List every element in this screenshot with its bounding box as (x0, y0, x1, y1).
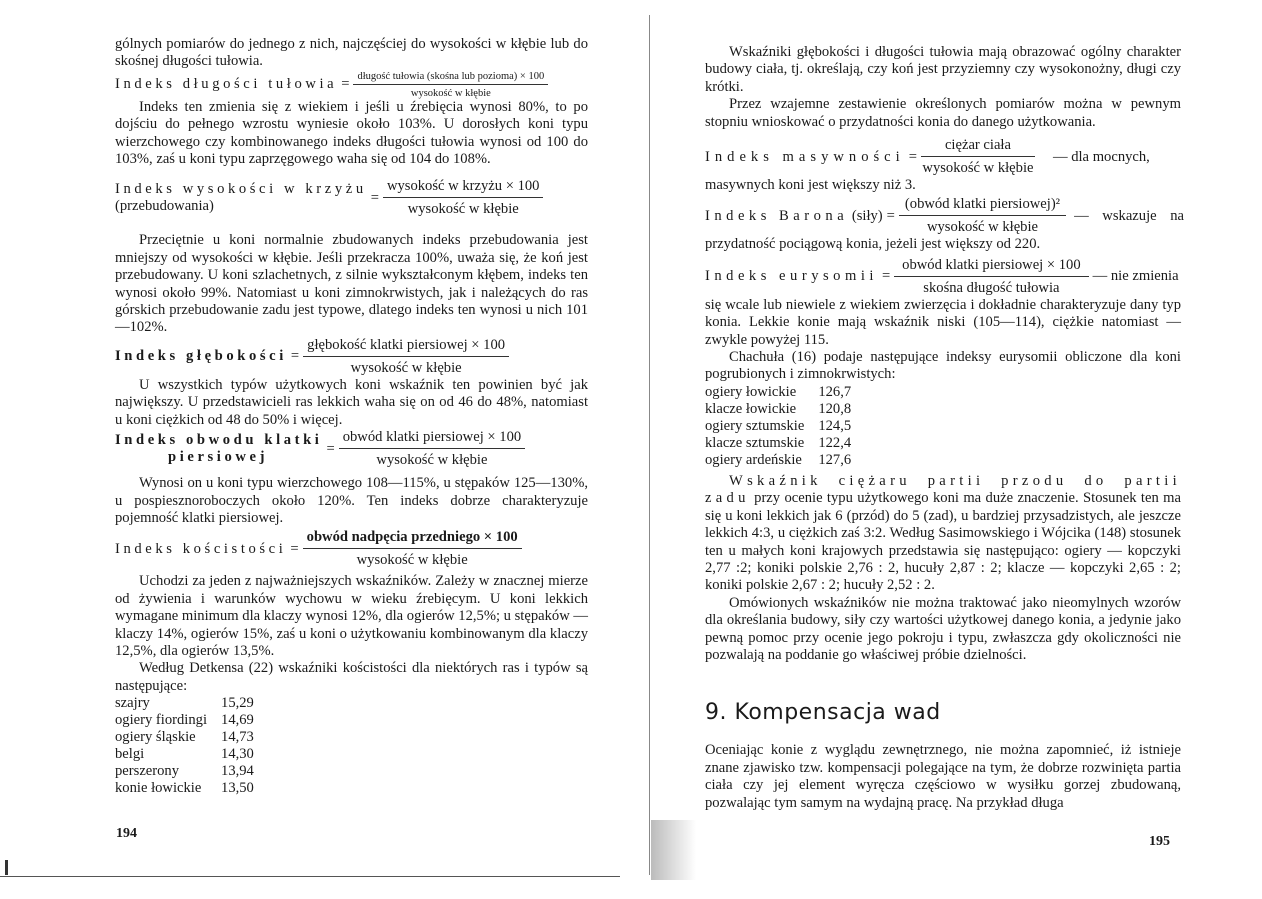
formula-label: Indeks długości tułowia (115, 76, 338, 93)
formula-numerator: długość tułowia (skośna lub pozioma) × 100 (353, 71, 548, 85)
right-page (650, 0, 1262, 899)
breed-name: ogiery łowickie (705, 383, 797, 400)
spaced-lead-term: Wskaźnik ciężaru partii przodu do partii zadu (705, 472, 1181, 507)
table-row (115, 780, 254, 797)
page-number: 194 (116, 826, 137, 841)
formula-label: Indeks kościstości (115, 540, 287, 557)
formula-numerator: obwód klatki piersiowej × 100 (339, 429, 525, 449)
formula-denominator: wysokość w kłębie (410, 87, 491, 99)
formula-label: Indeks głębokości (115, 348, 287, 365)
table-row (705, 384, 851, 401)
table-row (115, 695, 254, 712)
left-text-column (115, 36, 588, 797)
formula-baron: Indeks Barona (siły) = $\frac{\text{(obwód klatki piersiowej)²}}{\text{wysokość w kłębie}}$ — wskazuje na (705, 196, 1185, 236)
formula-label: Indeks wysokości w krzyżu (115, 181, 367, 198)
section-heading: 9. Kompensacja wad (705, 700, 941, 726)
index-value: 127,6 (818, 451, 852, 468)
paragraph-text: przy ocenie typu użytkowego koni ma duże znaczenie. Stosunek ten ma się u koni lekkich jak 6 (przód) do 5 (zad), u bardziej przysadzistych, ale jeszcze lekkich 4:3, u ciężkich zaś 3:2. Według Sasimowskiego i Wójcika (148) stosunek ten u małych koni krajowych przedstawia się następująco: ogiery — kopczyki 2,77 :2; koniki polskie 2,76 : 2, hucuły 2,87 : 2; klacze — kopczyki 2,65 : 2; koniki polskie 2,67 : 2; hucuły 2,52 : 2. (705, 490, 1181, 594)
formula-numerator: ciężar ciała (921, 137, 1035, 157)
formula-sublabel: (przebudowania) (115, 198, 214, 215)
index-value: 14,69 (221, 712, 254, 729)
index-value: 13,50 (221, 780, 254, 797)
table-row (115, 729, 254, 746)
paragraph: Chachuła (16) podaje następujące indeksy eurysomii obliczone dla koni pogrubionych i zimnokrwistych: (705, 349, 1181, 383)
table-row (115, 712, 254, 729)
formula-label: Indeks eurysomii (705, 268, 878, 285)
paragraph: Przez wzajemne zestawienie określonych pomiarów można w pewnym stopniu wnioskować o przydatności konia do danego użytkowania. (705, 96, 1181, 130)
formula-depth: Indeks głębokości = $\frac{\text{głębokość klatki piersiowej × 100}}{\text{wysokość w kłębie}}$ (115, 337, 588, 377)
formula-denominator: wysokość w kłębie (350, 359, 462, 376)
paragraph: masywnych koni jest większy niż 3. (705, 177, 916, 194)
breed-name: ogiery sztumskie (705, 417, 805, 434)
formula-tail: — wskazuje na (1074, 207, 1185, 224)
formula-label-suffix: (siły) (851, 207, 883, 224)
index-value: 14,73 (221, 729, 254, 746)
formula-numerator: głębokość klatki piersiowej × 100 (303, 337, 509, 357)
paragraph: Uchodzi za jeden z najważniejszych wskaźników. Zależy w znacznej mierze od żywienia i warunków wychowu w wieku źrebięcym. U koni lekkich wymagane minimum dla klaczy wynosi 12%, dla ogierów 12,5%; u stępaków — klaczy 14%, ogierów 15%, zaś u koni o użytkowaniu kombinowanym dla klaczy 12,5%, dla ogierów 13,5%. (115, 573, 588, 659)
formula-denominator: skośna długość tułowia (923, 279, 1060, 296)
table-row (705, 418, 851, 435)
breed-name: ogiery ardeńskie (705, 451, 802, 468)
breed-name: ogiery śląskie (115, 729, 196, 746)
paragraph: Indeks ten zmienia się z wiekiem i jeśli u źrebięcia wynosi 80%, to po dojściu do pełnego wzrostu wyniesie około 103%. U dorosłych koni typu wierzchowego czy kombinowanego indeks długości tułowia wynosi od 100 do 103%, zaś u koni typu zaprzęgowego waha się od 104 do 108%. (115, 98, 588, 168)
index-value: 126,7 (818, 383, 852, 400)
breed-name: ogiery fiordingi (115, 712, 208, 729)
paragraph: Omówionych wskaźników nie można traktować jako nieomylnych wzorów dla określania budowy, siły czy wartości użytkowej danego konia, a jedynie jako pewną pomoc przy ocenie jego pokroju i typu, zwłaszcza gdy okoliczności nie pozwalają na poddanie go właściwej próbie dzielności. (705, 594, 1181, 663)
breed-name: konie łowickie (115, 780, 202, 797)
paragraph: Wskaźniki głębokości i długości tułowia mają obrazować ogólny charakter budowy ciała, tj. określają, czy koń jest przyziemny czy wysokonożny, długi czy krótki. (705, 44, 1181, 95)
formula-numerator: (obwód klatki piersiowej)² (899, 196, 1066, 216)
paragraph: gólnych pomiarów do jednego z nich, najczęściej do wysokości w kłębie lub do skośnej długości tułowia. (115, 36, 588, 70)
formula-label: Indeks obwodu klatki (115, 432, 323, 449)
paragraph: Według Detkensa (22) wskaźniki kościstości dla niektórych ras i typów są następujące: (115, 660, 588, 694)
index-value: 120,8 (818, 400, 852, 417)
table-row (115, 763, 254, 780)
formula-massiveness: Indeks masywności = $\frac{\text{ciężar ciała}}{\text{wysokość w kłębie}}$ — dla mocnych, (705, 137, 1150, 177)
table-row (115, 746, 254, 763)
formula-boniness: Indeks kościstości = $\frac{\text{obwód nadpęcia przedniego × 100}}{\text{wysokość w kłębie}}$ (115, 529, 588, 569)
paragraph: Przeciętnie u koni normalnie zbudowanych indeks przebudowania jest mniejszy od wysokości w kłębie. Jeśli przekracza 100%, uważa się, że koń jest przebudowany. U koni szlachetnych, z silnie wykształconym kłębem, indeks ten wynosi około 99%. Natomiast u koni zimnokrwistych, jak i należących do ras górskich przebudowanie zadu jest typowe, dlatego indeks ten wynosi u nich 101—102%. (115, 232, 588, 336)
formula-chest-girth: Indeks obwodu klatki piersiowej = $\frac{\text{obwód klatki piersiowej × 100}}{\text{wysokość w kłębie}}$ (115, 429, 588, 469)
index-value: 14,30 (221, 746, 254, 763)
breed-name: klacze sztumskie (705, 434, 805, 451)
paragraph: się wcale lub niewiele z wiekiem zwierzęcia i dokładnie charakteryzuje dany typ konia. Lekkie konie mają wskaźnik niski (105—114), ciężkie natomiast — zwykle powyżej 115. (705, 296, 1181, 348)
formula-denominator: wysokość w kłębie (356, 552, 468, 569)
formula-denominator: wysokość w kłębie (926, 219, 1039, 236)
boniness-table (115, 695, 254, 797)
formula-denominator: wysokość w kłębie (376, 452, 488, 469)
formula-numerator: obwód nadpęcia przedniego × 100 (303, 529, 522, 549)
formula-croup-height: Indeks wysokości w krzyżu (przebudowania) = $\frac{\text{wysokość w krzyżu × 100}}{\text{wysokość w kłębie}}$ (115, 178, 588, 218)
table-row (705, 435, 851, 452)
formula-numerator: wysokość w krzyżu × 100 (383, 178, 544, 198)
paragraph: przydatność pociągową konia, jeżeli jest większy od 220. (705, 236, 1041, 253)
formula-numerator: obwód klatki piersiowej × 100 (894, 257, 1088, 277)
table-row (705, 452, 851, 469)
table-row (705, 401, 851, 418)
formula-denominator: wysokość w kłębie (922, 160, 1034, 177)
breed-name: klacze łowickie (705, 400, 797, 417)
formula-label: Indeks Barona (705, 207, 849, 224)
breed-name: belgi (115, 746, 145, 763)
paragraph: Oceniając konie z wyglądu zewnętrznego, nie można zapomnieć, iż istnieje znane zjawisko tzw. kompensacji polegające na tym, że dobrze rozwinięta partia ciała czy jej element wyręcza częściowo w wysiłku gorzej zbudowaną, pozwalając tym samym na wydajną pracę. Na przykład długa (705, 742, 1181, 811)
formula-sublabel: piersiowej (168, 449, 269, 466)
paragraph: Wynosi on u koni typu wierzchowego 108—115%, u stępaków 125—130%, u pospiesznoroboczych około 120%. Ten indeks dobrze charakteryzuje pojemność klatki piersiowej. (115, 475, 588, 526)
paragraph: U wszystkich typów użytkowych koni wskaźnik ten powinien być jak największy. U przedstawicieli ras lekkich waha się on od 46 do 48%, natomiast u koni ciężkich od 48 do 50% i więcej. (115, 376, 588, 428)
index-value: 124,5 (818, 417, 852, 434)
eurysomia-table (705, 384, 851, 469)
formula-tail: — dla mocnych, (1052, 148, 1150, 165)
index-value: 122,4 (818, 434, 852, 451)
formula-denominator: wysokość w kłębie (407, 201, 519, 218)
formula-eurysomia: Indeks eurysomii = $\frac{\text{obwód klatki piersiowej × 100}}{\text{skośna długość tułowia}}$ — nie zmienia (705, 256, 1179, 296)
formula-label: Indeks masywności (705, 148, 905, 165)
right-text-column (705, 44, 1185, 812)
formula-tail: — nie zmienia (1092, 268, 1179, 285)
page-number: 195 (1149, 834, 1170, 849)
index-value: 15,29 (221, 695, 254, 712)
breed-name: szajry (115, 695, 150, 712)
breed-name: perszerony (115, 763, 180, 780)
paragraph (705, 473, 1181, 595)
index-value: 13,94 (221, 763, 254, 780)
formula-body-length: Indeks długości tułowia = $\frac{\text{długość tułowia (skośna lub pozioma) × 100}}{\text{wysokość w kłębie}}$ (115, 71, 588, 99)
